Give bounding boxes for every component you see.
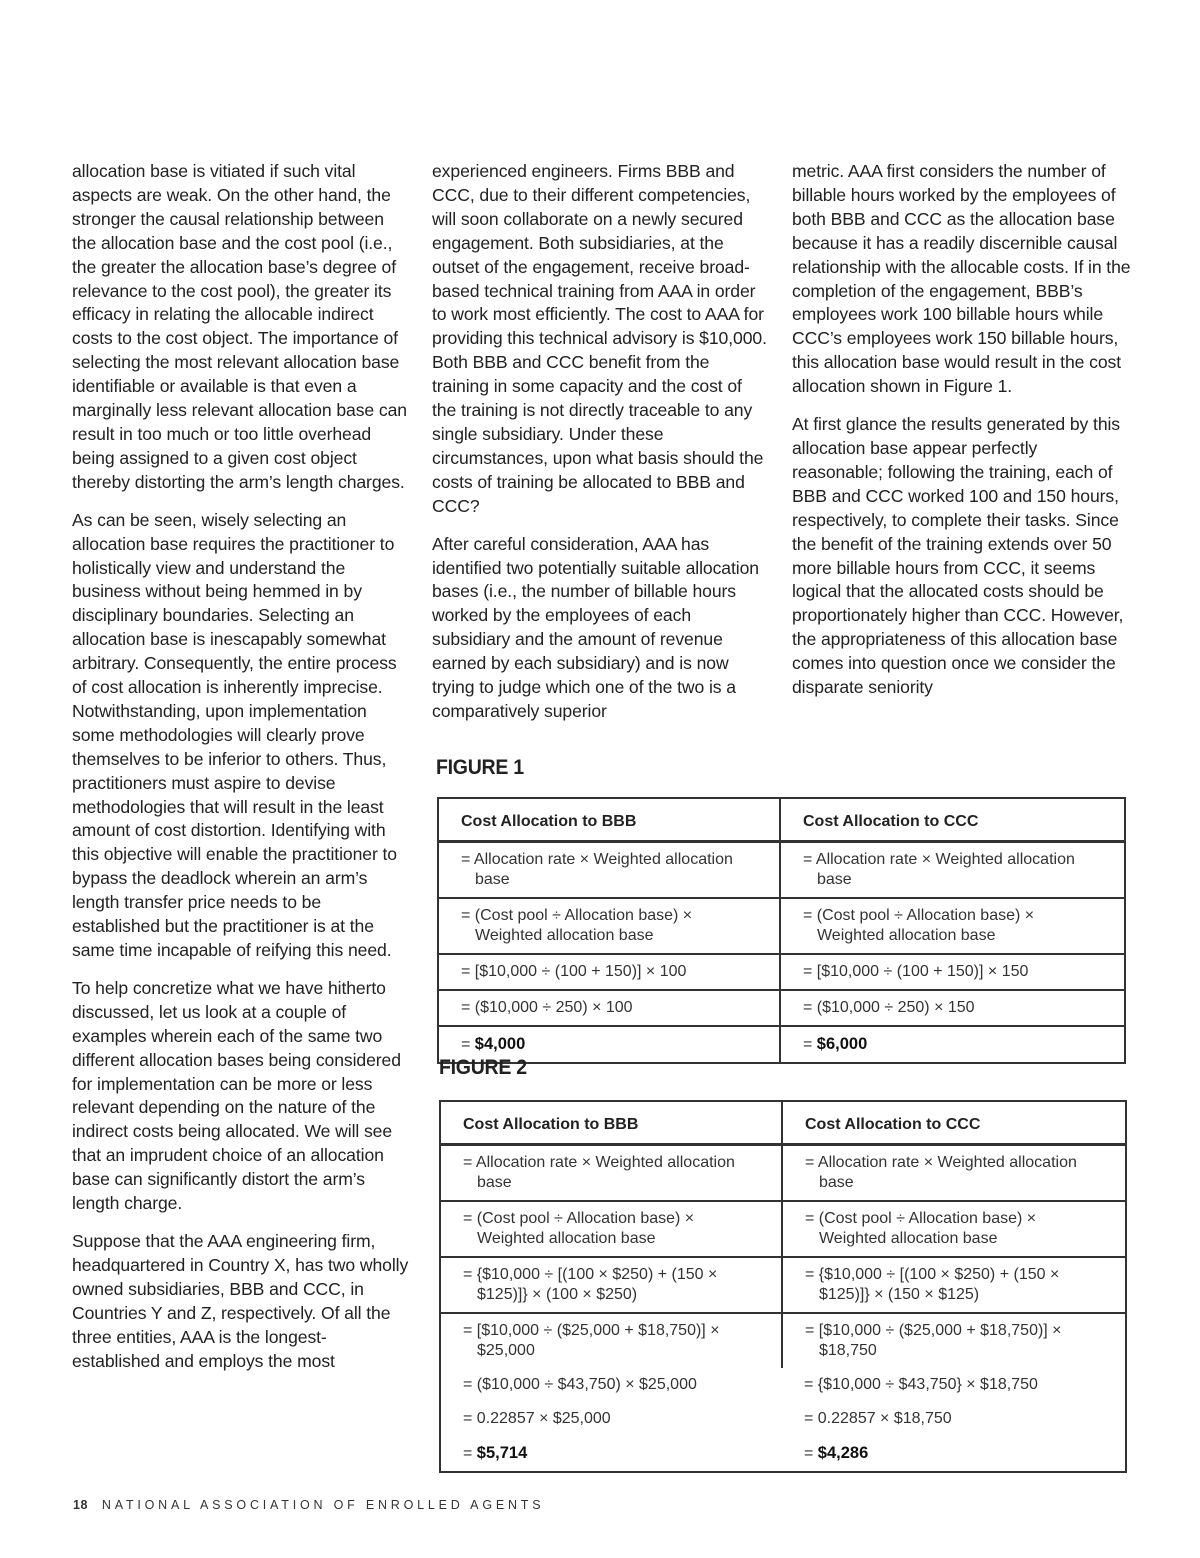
paragraph: experienced engineers. Firms BBB and CCC, due to their different competencies, will soon collaborate on a newly secured engagement. Both subsidiaries, at the outset of the engagement, receive broad-based technical training from AAA in order to work most efficiently. The cost to AAA for providing this technical advisory is $10,000. Both BBB and CCC benefit from the training in some capacity and the cost of the training is not directly traceable to any single subsidiary. Under these circumstances, upon what basis should the costs of training be allocated to BBB and CCC? (432, 161, 767, 516)
table-row (438, 954, 1125, 990)
page-footer (73, 1498, 544, 1512)
bbb-cell: = (Cost pool ÷ Allocation base) × Weighted allocation base (461, 907, 693, 944)
result-ccc: $4,286 (817, 1444, 869, 1462)
ccc-cell: = {$10,000 ÷ $43,750} × $18,750 (803, 1376, 1038, 1393)
paragraph: As can be seen, wisely selecting an allocation base requires the practitioner to holistically view and understand the business without being hemmed in by disciplinary boundaries. Selecting an allocation base is inescapably somewhat arbitrary. Consequently, the entire process of cost allocation is inherently imprecise. Notwithstanding, upon implementation some methodologies will clearly prove themselves to be inferior to others. Thus, practitioners must aspire to devise methodologies that will result in the least amount of cost distortion. Identifying with this objective will enable the practitioner to bypass the deadlock wherein an arm’s length transfer price needs to be established but the practitioner is at the same time incapable of reifying this need. (72, 509, 397, 960)
table-row (440, 1145, 1126, 1202)
result-ccc: $6,000 (816, 1035, 868, 1053)
result-row (440, 1436, 1126, 1472)
publication-name: NATIONAL ASSOCIATION OF ENROLLED AGENTS (101, 1498, 545, 1512)
column-header-bbb: Cost Allocation to BBB (438, 798, 780, 842)
table-row (438, 842, 1125, 899)
eq-sign: = (461, 1036, 475, 1053)
column-header-ccc: Cost Allocation to CCC (782, 1101, 1126, 1145)
figure-1-table (437, 797, 1126, 1064)
bbb-cell: = (Cost pool ÷ Allocation base) × Weighted allocation base (463, 1210, 695, 1247)
ccc-cell: = (Cost pool ÷ Allocation base) × Weighted allocation base (804, 1210, 1037, 1247)
result-bbb: $4,000 (474, 1035, 526, 1053)
table-row (438, 898, 1125, 954)
bbb-cell: = ($10,000 ÷ $43,750) × $25,000 (463, 1376, 697, 1393)
ccc-cell: = Allocation rate × Weighted allocation base (802, 851, 1075, 888)
bbb-cell: = Allocation rate × Weighted allocation base (461, 851, 733, 888)
paragraph: allocation base is vitiated if such vital aspects are weak. On the other hand, the stronger the causal relationship between the allocation base and the cost pool (i.e., the greater the allocation base’s degree of relevance to the cost pool), the greater its efficacy in relating the allocable indirect costs to the cost object. The importance of selecting the most relevant allocation base identifiable or available is that even a marginally less relevant allocation base can result in too much or too little overhead being assigned to a given cost object thereby distorting the arm’s length charges. (72, 161, 407, 492)
figure-2-title: FIGURE 2 (439, 1056, 527, 1079)
paragraph: At first glance the results generated by this allocation base appear perfectly reasonable; following the training, each of BBB and CCC worked 100 and 150 hours, respectively, to complete their tasks. Since the benefit of the training extends over 50 more billable hours from CCC, it seems logical that the allocated costs should be proportionately higher than CCC. However, the appropriateness of this allocation base comes into question once we consider the disparate seniority (792, 414, 1124, 698)
eq-sign: = (803, 1445, 818, 1462)
ccc-cell: = [$10,000 ÷ (100 + 150)] × 150 (802, 963, 1029, 980)
bbb-cell: = [$10,000 ÷ ($25,000 + $18,750)] × $25,000 (463, 1322, 720, 1359)
bbb-cell: = {$10,000 ÷ [(100 × $250) + (150 × $125)]} × (100 × $250) (463, 1266, 718, 1303)
bbb-cell: = ($10,000 ÷ 250) × 100 (461, 999, 633, 1016)
result-row (438, 1026, 1125, 1063)
text-column-1 (72, 160, 410, 1387)
table-row (440, 1402, 1126, 1436)
table-row (440, 1368, 1126, 1402)
table-row (438, 990, 1125, 1026)
column-header-bbb: Cost Allocation to BBB (440, 1101, 782, 1145)
ccc-cell: = {$10,000 ÷ [(100 × $250) + (150 × $125)]} × (150 × $125) (804, 1266, 1060, 1303)
paragraph: Suppose that the AAA engineering firm, headquartered in Country X, has two wholly owned subsidiaries, BBB and CCC, in Countries Y and Z, respectively. Of all the three entities, AAA is the longest-established and employs the most (72, 1230, 409, 1371)
ccc-cell: = (Cost pool ÷ Allocation base) × Weighted allocation base (802, 907, 1035, 944)
bbb-cell: = 0.22857 × $25,000 (463, 1410, 611, 1427)
text-column-2 (432, 160, 767, 738)
table-row (440, 1201, 1126, 1257)
eq-sign: = (463, 1445, 477, 1462)
ccc-cell: = ($10,000 ÷ 250) × 150 (802, 999, 975, 1016)
table-row (440, 1313, 1126, 1368)
figure-1-title: FIGURE 1 (436, 756, 524, 779)
figure-2-table (439, 1100, 1127, 1473)
column-header-ccc: Cost Allocation to CCC (780, 798, 1125, 842)
table-row (440, 1257, 1126, 1313)
ccc-cell: = 0.22857 × $18,750 (803, 1410, 952, 1427)
paragraph: metric. AAA first considers the number of billable hours worked by the employees of both BBB and CCC as the allocation base because it has a readily discernible causal relationship with the allocable costs. If in the completion of the engagement, BBB’s employees work 100 billable hours while CCC’s employees work 150 billable hours, this allocation base would result in the cost allocation shown in Figure 1. (792, 161, 1131, 397)
paragraph: To help concretize what we have hitherto discussed, let us look at a couple of examples wherein each of the same two different allocation bases being considered for implementation can be more or less relevant depending on the nature of the indirect costs being allocated. We will see that an imprudent choice of an allocation base can significantly distort the arm’s length charge. (72, 977, 401, 1214)
ccc-cell: = [$10,000 ÷ ($25,000 + $18,750)] × $18,750 (804, 1322, 1062, 1359)
paragraph: After careful consideration, AAA has identified two potentially suitable allocation bases (i.e., the number of billable hours worked by the employees of each subsidiary and the amount of revenue earned by each subsidiary) and is now trying to judge which one of the two is a comparatively superior (432, 533, 759, 721)
eq-sign: = (802, 1036, 817, 1053)
bbb-cell: = Allocation rate × Weighted allocation base (463, 1154, 735, 1191)
bbb-cell: = [$10,000 ÷ (100 + 150)] × 100 (461, 963, 687, 980)
text-column-3 (792, 160, 1132, 714)
result-bbb: $5,714 (476, 1444, 528, 1462)
ccc-cell: = Allocation rate × Weighted allocation base (804, 1154, 1077, 1191)
page-number: 18 (73, 1498, 88, 1512)
